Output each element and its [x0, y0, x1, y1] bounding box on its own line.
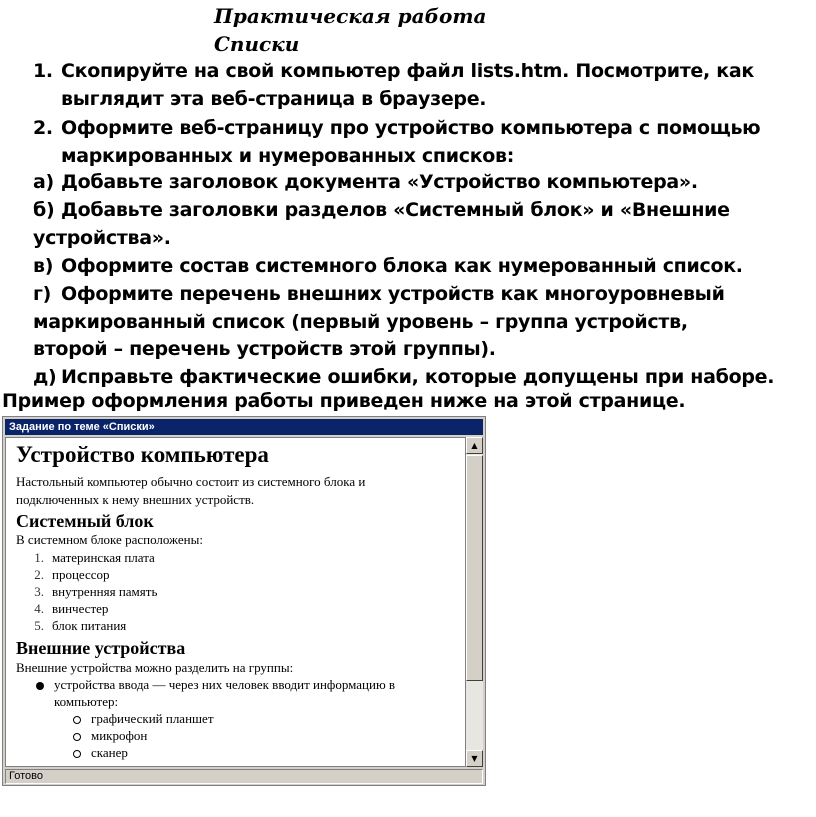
sys-heading: Системный блок — [16, 511, 154, 531]
list-label: микрофон — [91, 728, 148, 743]
task-marker: г) — [33, 283, 52, 305]
status-bar: Готово — [5, 769, 483, 784]
list-item-cont: компьютер: — [54, 694, 119, 709]
task-text: Добавьте заголовок документа «Устройство компьютера». — [61, 171, 698, 193]
task-a — [33, 171, 698, 193]
doc-intro-line2: подключенных к нему внешних устройств. — [16, 492, 255, 507]
list-label: сканер — [91, 745, 128, 760]
window-title: Задание по теме «Списки» — [5, 419, 483, 435]
task-marker: б) — [33, 199, 55, 221]
task-text: Оформите веб-страницу про устройство компьютера с помощью — [61, 117, 761, 139]
task-b — [33, 199, 730, 221]
task-v — [33, 255, 743, 277]
task-text: Оформите перечень внешних устройств как многоуровневый — [61, 283, 725, 305]
list-label: графический планшет — [91, 711, 214, 726]
list-label: материнская плата — [52, 550, 155, 565]
task-marker: в) — [33, 255, 54, 277]
example-note: Пример оформления работы приведен ниже на этой странице. — [2, 390, 686, 412]
browser-viewport — [5, 437, 466, 767]
sub-list-item — [73, 728, 147, 744]
task-d — [33, 366, 774, 388]
task-text: Добавьте заголовки разделов «Системный блок» и «Внешние — [61, 199, 730, 221]
list-label: устройства ввода — через них человек вводит информацию в — [54, 677, 396, 692]
sub-list-item — [73, 711, 214, 727]
circle-bullet-icon — [73, 750, 81, 758]
task-g-cont1: маркированный список (первый уровень – группа устройств, — [33, 311, 688, 333]
task-g — [33, 283, 725, 305]
task-2 — [33, 117, 760, 139]
browser-window — [2, 416, 486, 786]
scroll-down-icon[interactable]: ▼ — [466, 750, 483, 767]
sys-text: В системном блоке расположены: — [16, 532, 203, 547]
list-label: блок питания — [52, 618, 127, 633]
doc-heading: Устройство компьютера — [16, 442, 269, 467]
list-item — [16, 584, 157, 600]
task-marker: 2. — [33, 117, 53, 139]
task-b-cont: устройства». — [33, 227, 171, 249]
task-text: Оформите состав системного блока как нумерованный список. — [61, 255, 743, 277]
task-text: Исправьте фактические ошибки, которые допущены при наборе. — [61, 366, 775, 388]
bullet-icon — [36, 682, 44, 690]
list-item — [16, 550, 155, 566]
list-label: процессор — [52, 567, 110, 582]
list-item — [16, 567, 110, 583]
task-text: Скопируйте на свой компьютер файл lists.htm. Посмотрите, как — [61, 60, 754, 82]
list-label: внутренняя память — [52, 584, 158, 599]
task-marker: д) — [33, 366, 57, 388]
list-number: 1. — [34, 550, 44, 565]
vertical-scrollbar[interactable] — [466, 437, 483, 767]
ext-text: Внешние устройства можно разделить на группы: — [16, 660, 294, 675]
list-item — [16, 601, 108, 617]
header — [214, 2, 487, 58]
page-title: Практическая работа — [214, 4, 487, 28]
scroll-up-icon[interactable]: ▲ — [466, 437, 483, 454]
circle-bullet-icon — [73, 733, 81, 741]
task-marker: а) — [33, 171, 54, 193]
circle-bullet-icon — [73, 716, 81, 724]
task-marker: 1. — [33, 60, 53, 82]
list-number: 4. — [34, 601, 44, 616]
sub-list-item — [73, 745, 128, 761]
list-label: винчестер — [52, 601, 109, 616]
list-item — [16, 618, 126, 634]
task-g-cont2: второй – перечень устройств этой группы). — [33, 338, 496, 360]
ext-heading: Внешние устройства — [16, 638, 186, 658]
list-number: 2. — [34, 567, 44, 582]
list-number: 5. — [34, 618, 44, 633]
task-1-cont: выглядит эта веб-страница в браузере. — [61, 88, 487, 110]
scroll-thumb[interactable] — [466, 455, 483, 681]
task-1 — [33, 60, 754, 82]
list-number: 3. — [34, 584, 44, 599]
doc-intro-line1: Настольный компьютер обычно состоит из системного блока и — [16, 474, 366, 489]
task-2-cont: маркированных и нумерованных списков: — [61, 145, 515, 167]
page-subtitle: Списки — [214, 32, 300, 56]
list-item — [36, 677, 395, 693]
